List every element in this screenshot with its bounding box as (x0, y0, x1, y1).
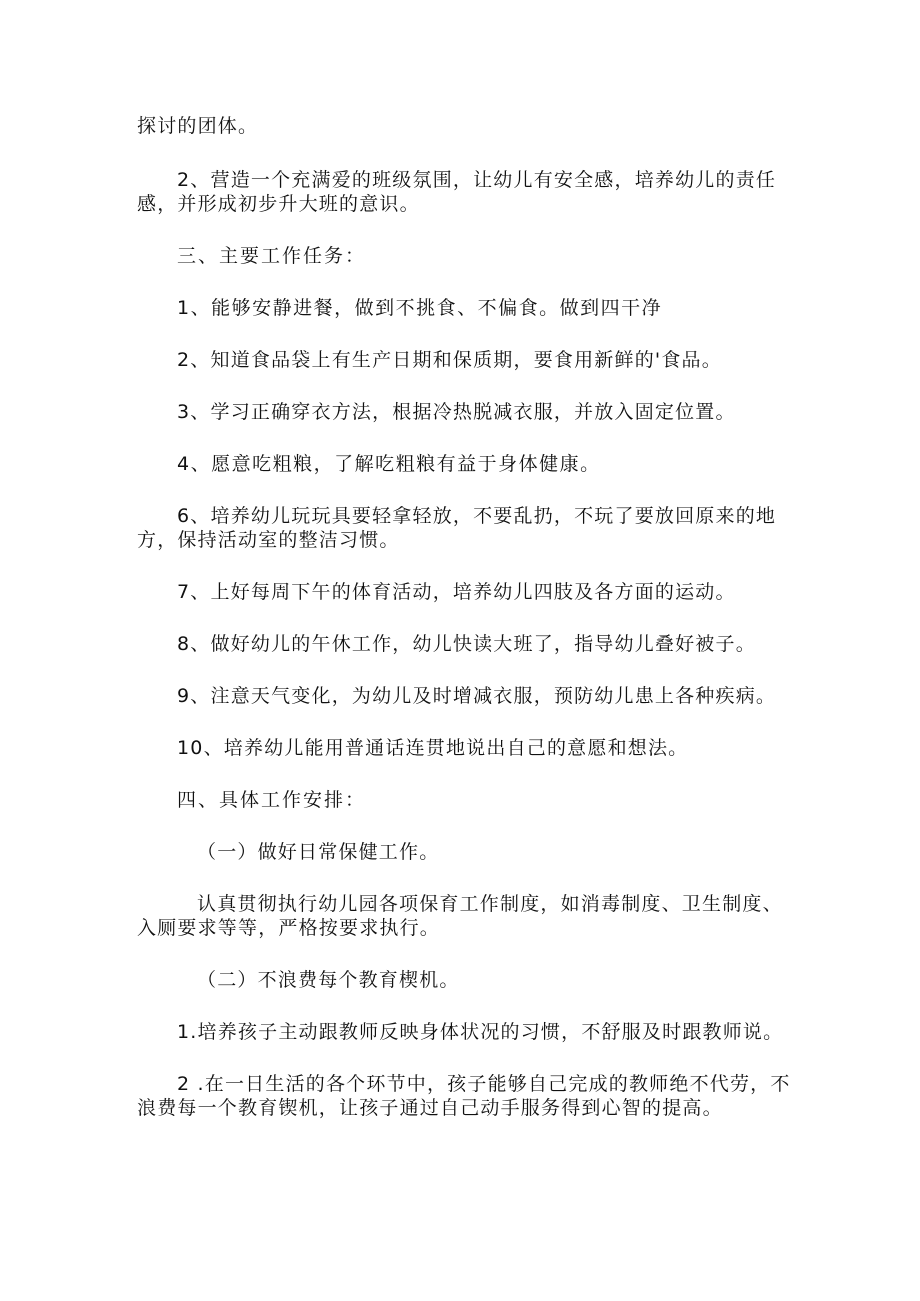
paragraph-15: 认真贯彻执行幼儿园各项保育工作制度，如消毒制度、卫生制度、入厕要求等等，严格按要求执行。 (137, 893, 783, 939)
paragraph-5: 2、知道食品袋上有生产日期和保质期，要食用新鲜的'食品。 (177, 349, 722, 371)
section-heading-3: 三、主要工作任务： (177, 245, 367, 267)
paragraph-17: 1.培养孩子主动跟教师反映身体状况的习惯，不舒服及时跟教师说。 (177, 1021, 784, 1043)
paragraph-2: 2、营造一个充满爱的班级氛围，让幼儿有安全感，培养幼儿的责任感，并形成初步升大班的意识。 (137, 169, 777, 215)
subheading-14: （一）做好日常保健工作。 (197, 841, 440, 863)
document-body (137, 114, 792, 1120)
paragraph-1: 探讨的团体。 (137, 115, 259, 137)
paragraph-4: 1、能够安静进餐，做到不挑食、不偏食。做到四干净 (177, 297, 663, 319)
paragraph-7: 4、愿意吃粗粮，了解吃粗粮有益于身体健康。 (177, 453, 601, 475)
paragraph-18: 2 .在一日生活的各个环节中，孩子能够自己完成的教师绝不代劳，不浪费每一个教育锲机，让孩子通过自己动手服务得到心智的提高。 (137, 1073, 791, 1119)
paragraph-8: 6、培养幼儿玩玩具要轻拿轻放，不要乱扔，不玩了要放回原来的地方，保持活动室的整洁习惯。 (137, 505, 777, 551)
subheading-16: （二）不浪费每个教育楔机。 (197, 969, 460, 991)
paragraph-6: 3、学习正确穿衣方法，根据冷热脱减衣服，并放入固定位置。 (177, 401, 736, 423)
paragraph-12: 10、培养幼儿能用普通话连贯地说出自己的意愿和想法。 (177, 737, 689, 759)
paragraph-10: 8、做好幼儿的午休工作，幼儿快读大班了，指导幼儿叠好被子。 (177, 633, 756, 655)
paragraph-11: 9、注意天气变化，为幼儿及时增减衣服，预防幼儿患上各种疾病。 (177, 685, 777, 707)
section-heading-13: 四、具体工作安排： (177, 789, 367, 811)
paragraph-9: 7、上好每周下午的体育活动，培养幼儿四肢及各方面的运动。 (177, 581, 736, 603)
